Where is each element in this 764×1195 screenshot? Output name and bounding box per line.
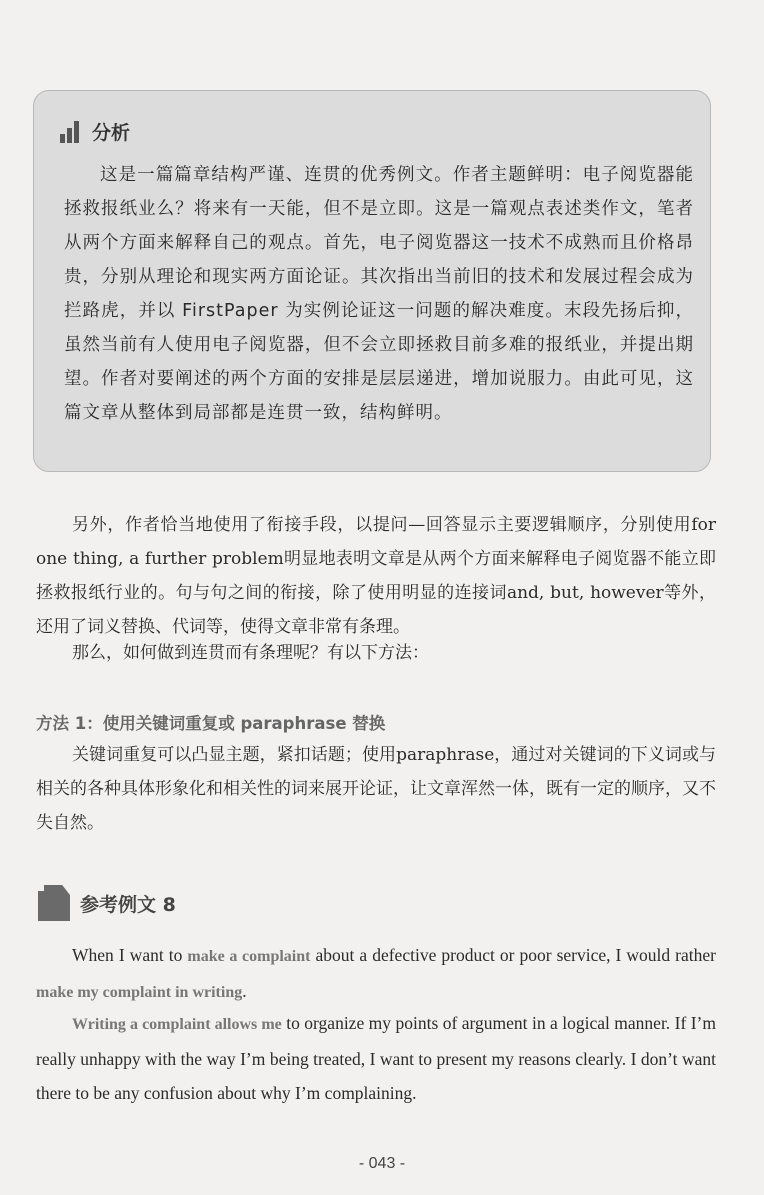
sample-paragraph-2 [36,1006,716,1110]
paragraph-question: 那么，如何做到连贯而有条理呢？有以下方法： [72,643,429,663]
sample-title: 参考例文 8 [80,893,176,916]
sample-text: When I want to [72,945,188,965]
analysis-title: 分析 [92,122,131,144]
bar-chart-icon [60,121,84,143]
highlighted-phrase: make my complaint in writing [36,984,243,1001]
page-number: - 043 - [358,1155,406,1172]
highlighted-phrase: make a complaint [187,948,311,965]
sample-header [38,885,176,921]
method-text: 关键词重复可以凸显主题，紧扣话题；使用paraphrase，通过对关键词的下义词或与相关的各种具体形象化和相关性的词来展开论证，让文章浑然一体，既有一定的顺序，又不失自然。 [36,745,716,833]
sample-paragraph-1 [36,938,716,1010]
sample-text: . [242,981,247,1001]
sample-text: to organize my points of argument in a logical manner. If I’m really unhappy with the way I’m being treated, I want to present my reasons clearly. I don’t want there to be any confusion about why I’m complaining. [36,1013,716,1103]
paragraph-cohesion: 另外，作者恰当地使用了衔接手段，以提问—回答显示主要逻辑顺序，分别使用for one thing, a further problem明显地表明文章是从两个方面来解释电子阅览器不能立即拯救报纸行业的。句与句之间的衔接，除了使用明显的连接词and, but, however等外，还用了词义替换、代词等，使得文章非常有条理。 [36,515,716,637]
analysis-header [60,118,130,145]
highlighted-phrase: Writing a complaint allows me [72,1016,282,1033]
sample-text: about a defective product or poor service, I would rather [310,945,716,965]
document-icon [38,885,70,921]
analysis-text: 这是一篇篇章结构严谨、连贯的优秀例文。作者主题鲜明：电子阅览器能拯救报纸业么？将来有一天能，但不是立即。这是一篇观点表述类作文，笔者从两个方面来解释自己的观点。首先，电子阅览器这一技术不成熟而且价格昂贵，分别从理论和现实两方面论证。其次指出当前旧的技术和发展过程会成为拦路虎，并以 FirstPaper 为实例论证这一问题的解决难度。末段先扬后抑，虽然当前有人使用电子阅览器，但不会立即拯救目前多难的报纸业，并提出期望。作者对要阐述的两个方面的安排是层层递进，增加说服力。由此可见，这篇文章从整体到局部都是连贯一致，结构鲜明。 [64,165,694,423]
method-heading: 方法 1：使用关键词重复或 paraphrase 替换 [36,714,386,733]
